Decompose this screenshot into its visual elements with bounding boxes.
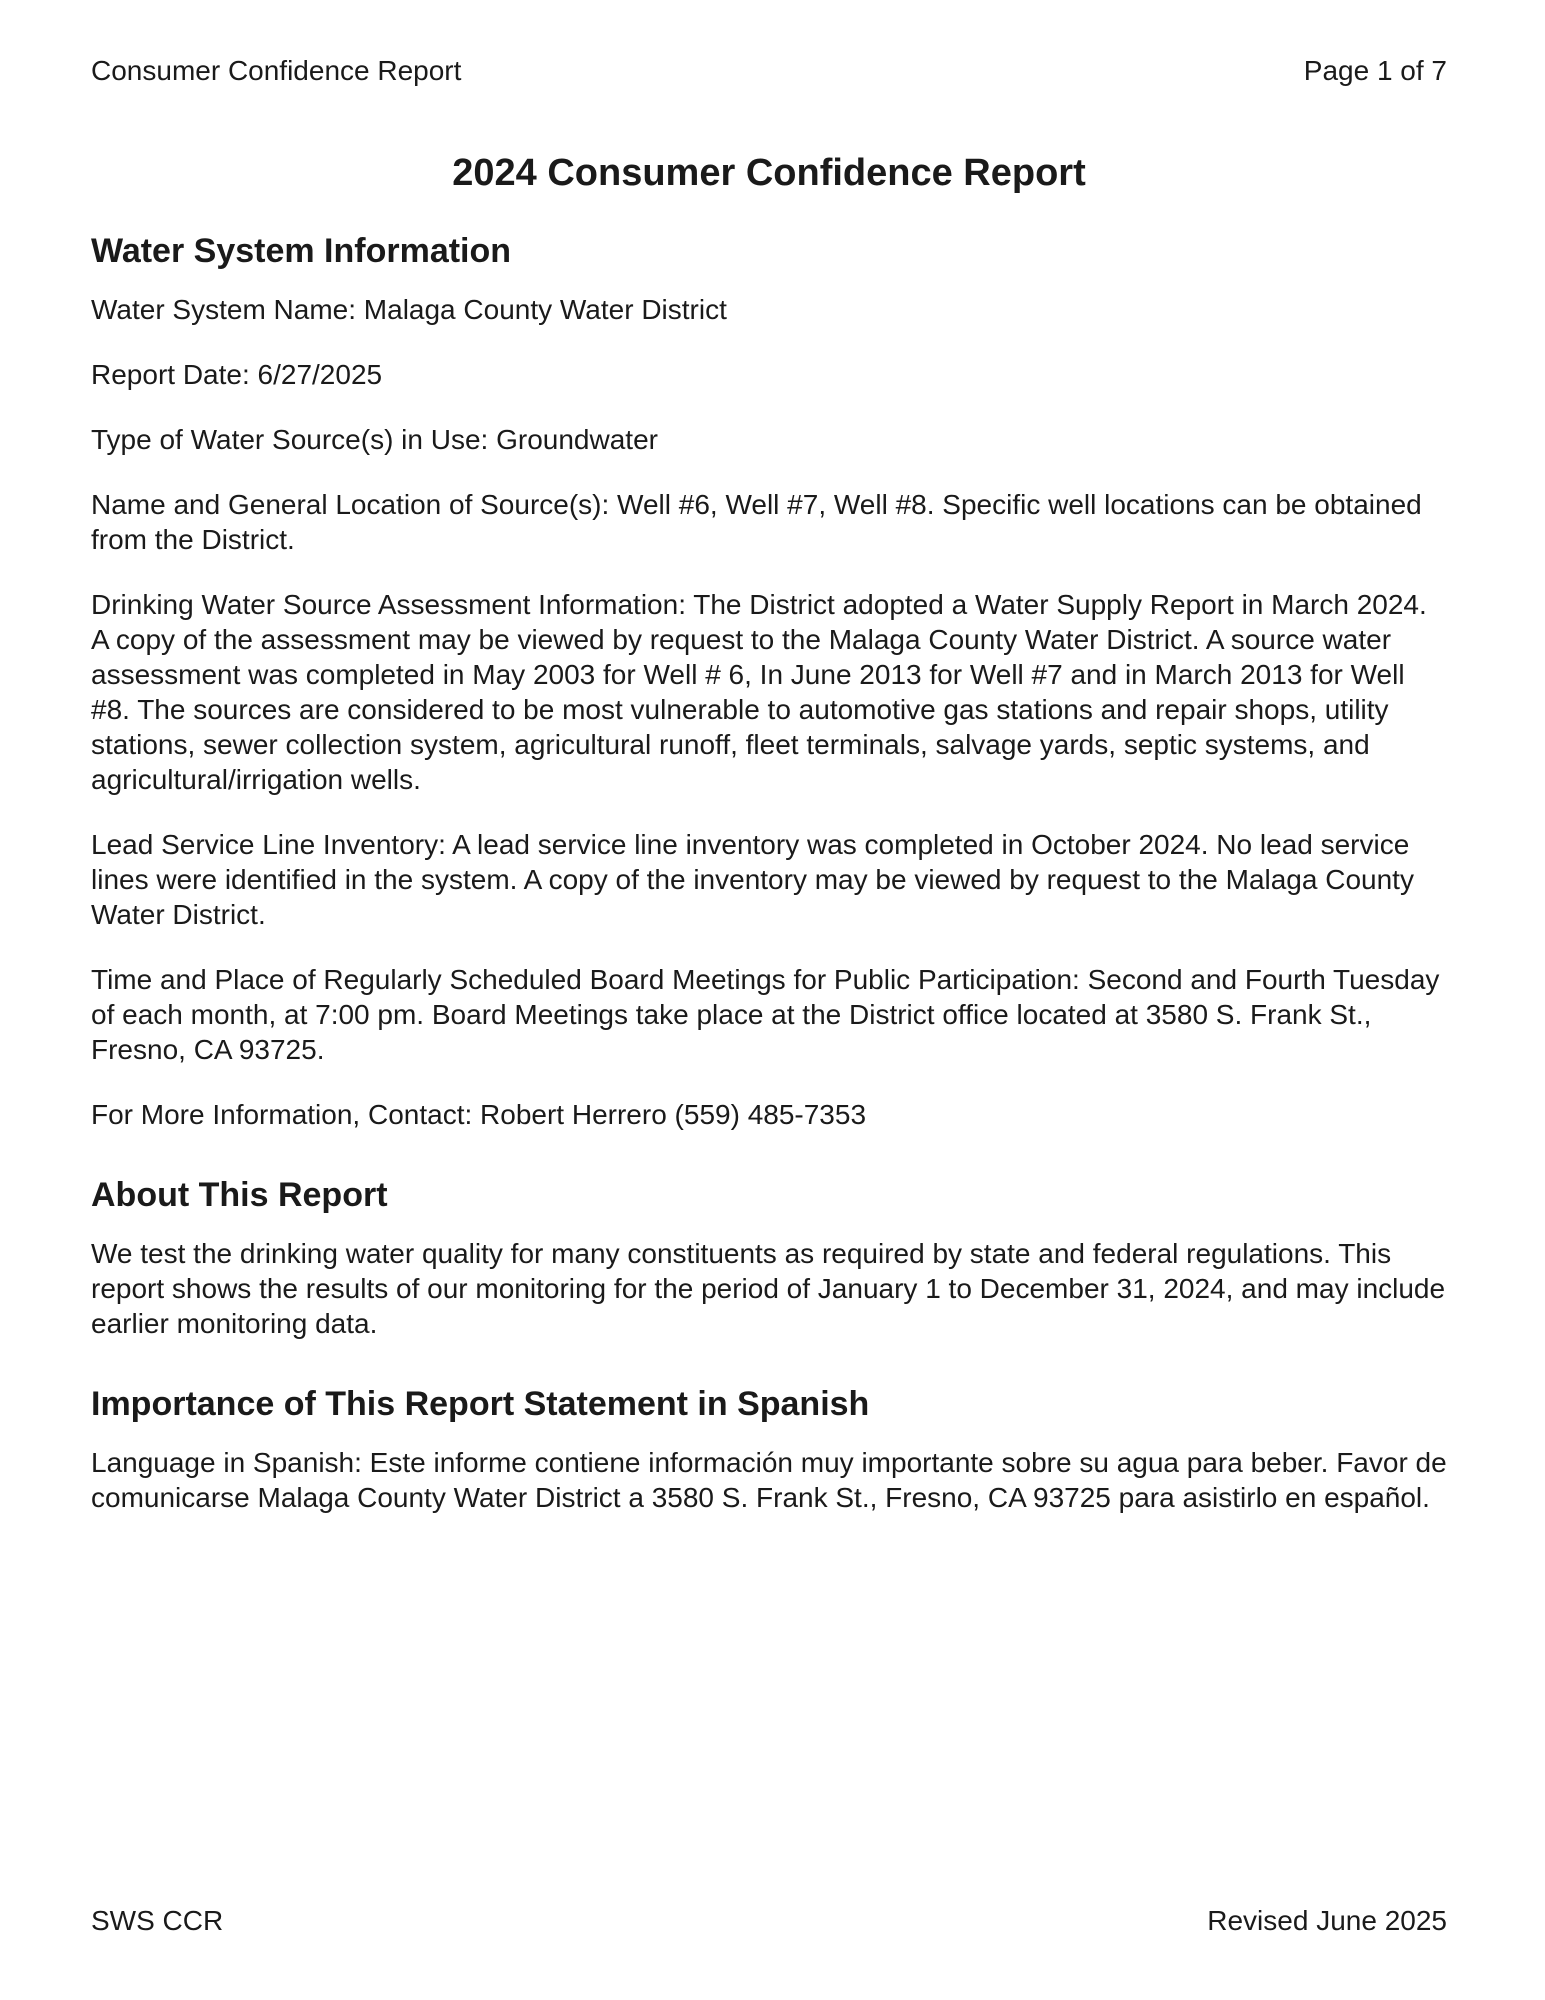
board-meetings-info: Time and Place of Regularly Scheduled Board Meetings for Public Participation: Second and Fourth Tuesday of each month, at 7:00 pm. Board Meetings take place at the District office located at 3580 S. Frank St., Fresno, CA 93725.: [91, 964, 1440, 1065]
water-source-type: Type of Water Source(s) in Use: Groundwater: [91, 424, 658, 455]
document-title: 2024 Consumer Confidence Report: [452, 152, 1086, 194]
contact-info: For More Information, Contact: Robert Herrero (559) 485-7353: [91, 1099, 867, 1130]
running-header: [91, 54, 1447, 88]
section-heading: Water System Information: [91, 232, 512, 270]
footer-revision-date: Revised June 2025: [1207, 1905, 1447, 1936]
section-water-system-information: [91, 230, 1447, 1132]
about-report-text: We test the drinking water quality for many constituents as required by state and federal regulations. This report shows the results of our monitoring for the period of January 1 to December 31, 2024, and may include earlier monitoring data.: [91, 1238, 1446, 1339]
section-heading: Importance of This Report Statement in Spanish: [91, 1385, 870, 1423]
header-page-number: Page 1 of 7: [1303, 55, 1447, 86]
source-location: Name and General Location of Source(s): Well #6, Well #7, Well #8. Specific well locations can be obtained from the District.: [91, 489, 1422, 555]
section-about-this-report: [91, 1174, 1447, 1341]
source-assessment-info: Drinking Water Source Assessment Information: The District adopted a Water Supply Report in March 2024. A copy of the assessment may be viewed by request to the Malaga County Water District. A source water assessment was completed in May 2003 for Well # 6, In June 2013 for Well #7 and in March 2013 for Well #8. The sources are considered to be most vulnerable to automotive gas stations and repair shops, utility stations, sewer collection system, agricultural runoff, fleet terminals, salvage yards, septic systems, and agricultural/irrigation wells.: [91, 589, 1427, 795]
report-date: Report Date: 6/27/2025: [91, 359, 383, 390]
spanish-statement-text: Language in Spanish: Este informe contiene información muy importante sobre su agua para beber. Favor de comunicarse Malaga County Water District a 3580 S. Frank St., Fresno, CA 93725 para asistirlo en español.: [91, 1447, 1447, 1513]
footer-doc-code: SWS CCR: [91, 1905, 224, 1936]
water-system-name: Water System Name: Malaga County Water District: [91, 294, 727, 325]
lead-service-line-inventory: Lead Service Line Inventory: A lead service line inventory was completed in October 2024. No lead service lines were identified in the system. A copy of the inventory may be viewed by request to the Malaga County Water District.: [91, 829, 1414, 930]
section-spanish-statement: [91, 1383, 1447, 1515]
running-footer: [91, 1904, 1447, 1938]
header-report-name: Consumer Confidence Report: [91, 55, 462, 86]
section-heading: About This Report: [91, 1176, 388, 1214]
document-body: [91, 150, 1447, 1557]
